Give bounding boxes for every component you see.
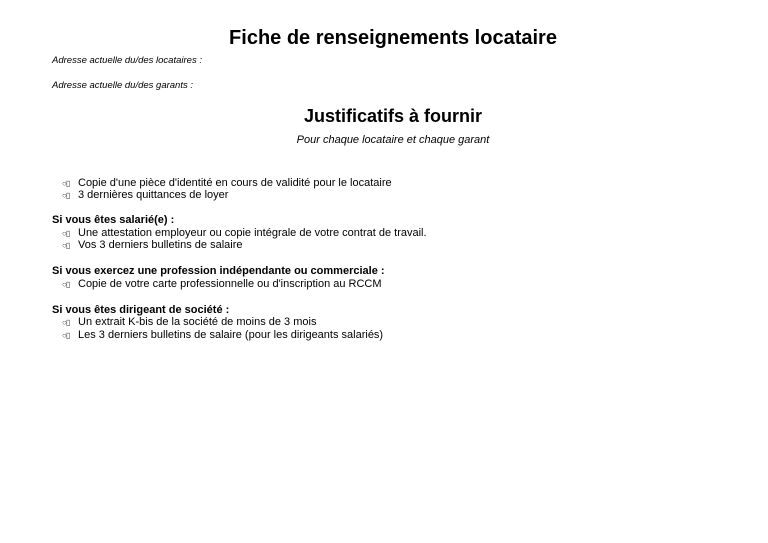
- section-heading-independant: Si vous exercez une profession indépendante ou commerciale :: [52, 265, 385, 277]
- checklist-item-label: 3 dernières quittances de loyer: [78, 189, 229, 201]
- section-heading-salarie: Si vous êtes salarié(e) :: [52, 214, 175, 226]
- checkbox-icon[interactable]: ○▯: [62, 241, 70, 250]
- checklist-item[interactable]: [62, 316, 316, 329]
- checklist-item-label: Copie de votre carte professionnelle ou d'inscription au RCCM: [78, 278, 382, 290]
- checklist-item[interactable]: [62, 239, 242, 252]
- checklist-item-label: Une attestation employeur ou copie intégrale de votre contrat de travail.: [78, 227, 427, 239]
- checkbox-icon[interactable]: ○▯: [62, 229, 70, 238]
- checklist-item[interactable]: [62, 329, 383, 342]
- page-title: Fiche de renseignements locataire: [229, 27, 557, 49]
- address-tenants-label: Adresse actuelle du/des locataires :: [52, 55, 202, 66]
- checklist-item[interactable]: [62, 189, 228, 202]
- checkbox-icon[interactable]: ○▯: [62, 331, 70, 340]
- checklist-item[interactable]: [62, 278, 382, 291]
- checkbox-icon[interactable]: ○▯: [62, 280, 70, 289]
- checkbox-icon[interactable]: ○▯: [62, 318, 70, 327]
- checkbox-icon[interactable]: ○▯: [62, 179, 70, 188]
- checklist-item-label: Les 3 derniers bulletins de salaire (pour les dirigeants salariés): [78, 329, 384, 341]
- checklist-item-label: Un extrait K-bis de la société de moins de 3 mois: [78, 316, 317, 328]
- checklist-item-label: Vos 3 derniers bulletins de salaire: [78, 239, 243, 251]
- justificatifs-note: Pour chaque locataire et chaque garant: [296, 134, 490, 146]
- section-heading-dirigeant: Si vous êtes dirigeant de société :: [52, 304, 230, 316]
- checklist-item-label: Copie d'une pièce d'identité en cours de validité pour le locataire: [78, 177, 392, 189]
- checkbox-icon[interactable]: ○▯: [62, 191, 70, 200]
- address-guarantors-label: Adresse actuelle du/des garants :: [52, 80, 194, 91]
- justificatifs-title: Justificatifs à fournir: [303, 106, 483, 126]
